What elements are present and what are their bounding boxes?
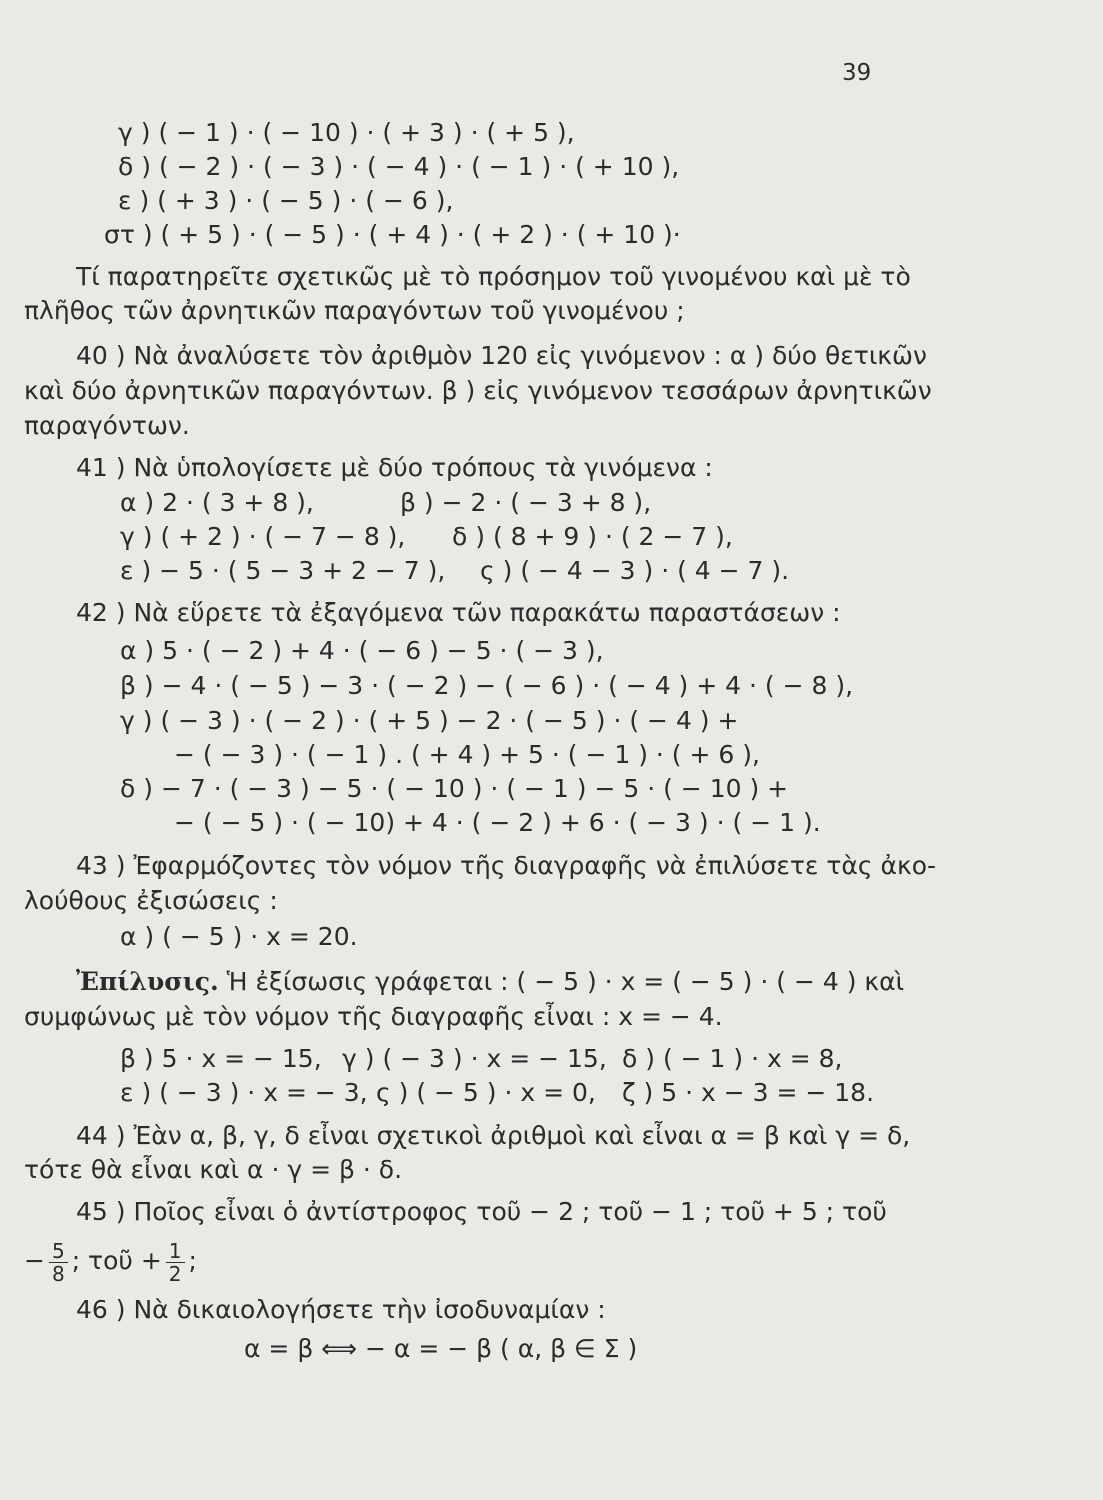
fraction-numerator: 5 <box>49 1240 68 1263</box>
ex41-heading: 41 ) Νὰ ὑπολογίσετε μὲ δύο τρόπους τὰ γινόμενα : <box>76 453 713 482</box>
ex43-item-e: ε ) ( − 3 ) · x = − 3, <box>120 1078 368 1107</box>
ex39-item-e: ε ) ( + 3 ) · ( − 5 ) · ( − 6 ), <box>118 186 454 215</box>
ex41-item-b: β ) − 2 · ( − 3 + 8 ), <box>400 488 652 517</box>
ex40-line3: παραγόντων. <box>24 411 190 440</box>
ex41-item-s: ς ) ( − 4 − 3 ) · ( 4 − 7 ). <box>480 556 790 585</box>
ex43-item-c: γ ) ( − 3 ) · x = − 15, <box>342 1044 607 1073</box>
ex43-item-d: δ ) ( − 1 ) · x = 8, <box>622 1044 843 1073</box>
fraction-denominator: 8 <box>51 1261 65 1286</box>
ex45-line1: 45 ) Ποῖος εἶναι ὁ ἀντίστροφος τοῦ − 2 ; τοῦ − 1 ; τοῦ + 5 ; τοῦ <box>76 1197 887 1226</box>
ex42-item-c-line2: − ( − 3 ) · ( − 1 ) . ( + 4 ) + 5 · ( − 1 ) · ( + 6 ), <box>174 740 760 769</box>
ex42-item-b: β ) − 4 · ( − 5 ) − 3 · ( − 2 ) − ( − 6 ) · ( − 4 ) + 4 · ( − 8 ), <box>120 671 854 700</box>
ex43-solution-line2: συμφώνως μὲ τὸν νόμον τῆς διαγραφῆς εἶναι : x = − 4. <box>24 1002 723 1031</box>
ex40-line1: 40 ) Νὰ ἀναλύσετε τὸν ἀριθμὸν 120 εἰς γινόμενον : α ) δύο θετικῶν <box>76 341 927 370</box>
ex39-item-d: δ ) ( − 2 ) · ( − 3 ) · ( − 4 ) · ( − 1 ) · ( + 10 ), <box>118 152 680 181</box>
ex44-line1: 44 ) Ἐὰν α, β, γ, δ εἶναι σχετικοὶ ἀριθμοὶ καὶ εἶναι α = β καὶ γ = δ, <box>76 1121 911 1150</box>
page-number: 39 <box>842 60 872 86</box>
fraction-five-eighths <box>49 1240 68 1285</box>
ex43-solution-line1 <box>76 967 904 997</box>
ex39-item-st: στ ) ( + 5 ) · ( − 5 ) · ( + 4 ) · ( + 2 ) · ( + 10 )· <box>104 220 681 249</box>
ex46-line1: 46 ) Νὰ δικαιολογήσετε τὴν ἰσοδυναμίαν : <box>76 1295 606 1324</box>
solution-label: Ἐπίλυσις. <box>76 967 219 996</box>
ex45-end-text: ; <box>188 1246 197 1275</box>
ex44-line2: τότε θὰ εἶναι καὶ α · γ = β · δ. <box>24 1155 403 1184</box>
ex45-middle-text: ; τοῦ + <box>71 1246 162 1275</box>
ex43-item-s: ς ) ( − 5 ) · x = 0, <box>376 1078 596 1107</box>
ex39-question-line2: πλῆθος τῶν ἀρνητικῶν παραγόντων τοῦ γινομένου ; <box>24 296 685 325</box>
ex42-item-c-line1: γ ) ( − 3 ) · ( − 2 ) · ( + 5 ) − 2 · ( − 5 ) · ( − 4 ) + <box>120 706 739 735</box>
ex43-line2: λούθους ἐξισώσεις : <box>24 886 278 915</box>
ex39-item-c: γ ) ( − 1 ) · ( − 10 ) · ( + 3 ) · ( + 5 ), <box>118 118 575 147</box>
ex43-item-b: β ) 5 · x = − 15, <box>120 1044 322 1073</box>
solution-text: Ἡ ἐξίσωσις γράφεται : ( − 5 ) · x = ( − 5 ) · ( − 4 ) καὶ <box>226 967 905 996</box>
ex41-item-c: γ ) ( + 2 ) · ( − 7 − 8 ), <box>120 522 406 551</box>
ex41-item-e: ε ) − 5 · ( 5 − 3 + 2 − 7 ), <box>120 556 446 585</box>
ex42-heading: 42 ) Νὰ εὕρετε τὰ ἐξαγόμενα τῶν παρακάτω παραστάσεων : <box>76 598 841 627</box>
ex43-item-z: ζ ) 5 · x − 3 = − 18. <box>622 1078 875 1107</box>
fraction-denominator: 2 <box>168 1261 182 1286</box>
ex42-item-d-line1: δ ) − 7 · ( − 3 ) − 5 · ( − 10 ) · ( − 1 ) − 5 · ( − 10 ) + <box>120 774 789 803</box>
ex43-item-a: α ) ( − 5 ) · x = 20. <box>120 922 358 951</box>
ex41-item-d: δ ) ( 8 + 9 ) · ( 2 − 7 ), <box>452 522 733 551</box>
ex41-item-a: α ) 2 · ( 3 + 8 ), <box>120 488 314 517</box>
fraction-numerator: 1 <box>166 1240 185 1263</box>
ex42-item-a: α ) 5 · ( − 2 ) + 4 · ( − 6 ) − 5 · ( − 3 ), <box>120 636 604 665</box>
ex40-line2: καὶ δύο ἀρνητικῶν παραγόντων. β ) εἰς γινόμενον τεσσάρων ἀρνητικῶν <box>24 376 932 405</box>
ex46-equivalence: α = β ⟺ − α = − β ( α, β ∈ Σ ) <box>244 1334 638 1363</box>
ex45-line2 <box>24 1236 197 1286</box>
minus-sign: − <box>24 1246 45 1275</box>
ex39-question-line1: Τί παρατηρεῖτε σχετικῶς μὲ τὸ πρόσημον τοῦ γινομένου καὶ μὲ τὸ <box>76 262 911 291</box>
ex43-line1: 43 ) Ἐφαρμόζοντες τὸν νόμον τῆς διαγραφῆς νὰ ἐπιλύσετε τὰς ἀκο- <box>76 851 937 880</box>
ex42-item-d-line2: − ( − 5 ) · ( − 10) + 4 · ( − 2 ) + 6 · ( − 3 ) · ( − 1 ). <box>174 808 821 837</box>
fraction-one-half <box>166 1240 185 1285</box>
